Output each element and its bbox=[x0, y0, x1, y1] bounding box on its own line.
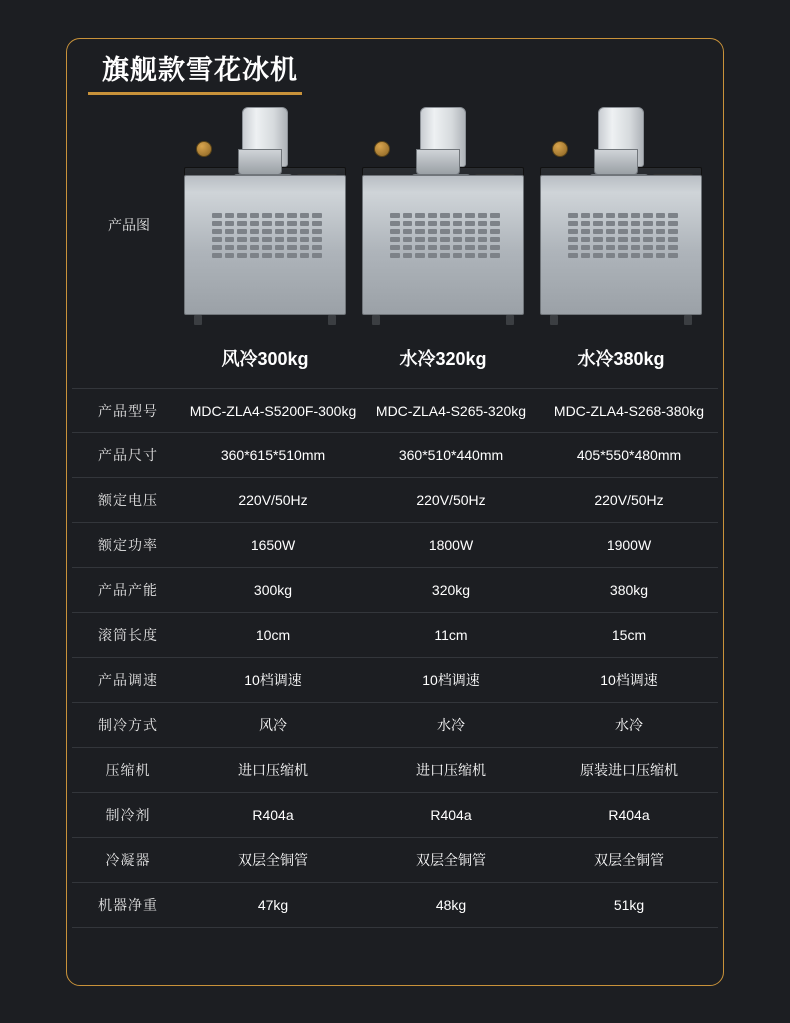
table-row bbox=[72, 793, 718, 838]
table-row bbox=[72, 838, 718, 883]
spec-value: 1800W bbox=[428, 537, 474, 553]
spec-value: 11cm bbox=[434, 627, 468, 643]
spec-value: R404a bbox=[608, 807, 650, 823]
spec-label: 产品调速 bbox=[98, 672, 158, 688]
spec-value: 51kg bbox=[613, 897, 645, 913]
spec-label: 额定电压 bbox=[98, 492, 158, 508]
model-name: 风冷300kg bbox=[221, 349, 309, 369]
spec-value: 300kg bbox=[253, 582, 293, 598]
speed-knob bbox=[196, 141, 212, 157]
spec-value: 10档调速 bbox=[244, 672, 302, 688]
ice-chute bbox=[416, 149, 460, 175]
spec-value: 10cm bbox=[255, 627, 291, 643]
spec-value: 双层全铜管 bbox=[238, 852, 308, 868]
ice-chute bbox=[594, 149, 638, 175]
speed-knob bbox=[374, 141, 390, 157]
spec-label: 产品型号 bbox=[98, 402, 158, 419]
spec-value: 双层全铜管 bbox=[594, 852, 664, 868]
table-row bbox=[72, 433, 718, 478]
table-row bbox=[72, 613, 718, 658]
spec-value: 360*615*510mm bbox=[220, 447, 326, 463]
page-title-container bbox=[88, 48, 316, 94]
table-row bbox=[72, 703, 718, 748]
table-row bbox=[72, 523, 718, 568]
spec-value: 15cm bbox=[611, 627, 647, 643]
spec-value: 220V/50Hz bbox=[416, 492, 486, 508]
machine-illustration bbox=[354, 105, 532, 340]
spec-label: 额定功率 bbox=[98, 537, 158, 553]
vent-grille bbox=[212, 213, 322, 265]
table-row bbox=[72, 568, 718, 613]
spec-value: R404a bbox=[430, 807, 472, 823]
spec-value: 220V/50Hz bbox=[238, 492, 308, 508]
model-name: 水冷320kg bbox=[399, 349, 487, 369]
ice-chute bbox=[238, 149, 282, 175]
spec-table bbox=[72, 388, 718, 928]
spec-value: 360*510*440mm bbox=[398, 447, 504, 463]
spec-value: 进口压缩机 bbox=[238, 762, 308, 778]
spec-label: 产品尺寸 bbox=[98, 447, 158, 463]
product-image-row bbox=[86, 105, 710, 370]
model-name: 水冷380kg bbox=[577, 349, 665, 369]
spec-value: MDC-ZLA4-S268-380kg bbox=[553, 402, 705, 419]
spec-value: 1650W bbox=[250, 537, 296, 553]
table-row bbox=[72, 748, 718, 793]
spec-value: 380kg bbox=[609, 582, 649, 598]
spec-value: 320kg bbox=[431, 582, 471, 598]
spec-value: 双层全铜管 bbox=[416, 852, 486, 868]
spec-value: 1900W bbox=[606, 537, 652, 553]
spec-value: 48kg bbox=[435, 897, 467, 913]
machine-illustration bbox=[176, 105, 354, 340]
spec-value: 10档调速 bbox=[600, 672, 658, 688]
spec-value: 405*550*480mm bbox=[576, 447, 682, 463]
machine-legs bbox=[190, 315, 340, 325]
speed-knob bbox=[552, 141, 568, 157]
page-title: 旗舰款雪花冰机 bbox=[102, 55, 298, 85]
vent-grille bbox=[568, 213, 678, 265]
table-row bbox=[72, 388, 718, 433]
title-underline bbox=[88, 92, 302, 95]
spec-value: 10档调速 bbox=[422, 672, 480, 688]
model-name-row bbox=[86, 345, 710, 371]
machine-legs bbox=[368, 315, 518, 325]
spec-value: R404a bbox=[252, 807, 294, 823]
spec-label: 冷凝器 bbox=[105, 852, 151, 868]
spec-label: 滚筒长度 bbox=[98, 627, 158, 643]
spec-value: 进口压缩机 bbox=[416, 762, 486, 778]
product-image-row-label: 产品图 bbox=[108, 217, 150, 233]
model-name-spacer bbox=[86, 345, 176, 371]
table-row bbox=[72, 883, 718, 928]
spec-value: 47kg bbox=[257, 897, 289, 913]
spec-value: MDC-ZLA4-S5200F-300kg bbox=[189, 402, 357, 419]
spec-value: 水冷 bbox=[615, 717, 643, 733]
spec-value: 风冷 bbox=[259, 717, 287, 733]
spec-label: 压缩机 bbox=[105, 762, 151, 778]
vent-grille bbox=[390, 213, 500, 265]
spec-label: 机器净重 bbox=[98, 897, 158, 913]
machine-illustration bbox=[532, 105, 710, 340]
spec-value: 水冷 bbox=[437, 717, 465, 733]
spec-value: 220V/50Hz bbox=[594, 492, 664, 508]
spec-label: 制冷剂 bbox=[105, 807, 151, 823]
spec-label: 产品产能 bbox=[98, 582, 158, 598]
machine-legs bbox=[546, 315, 696, 325]
spec-value: 原装进口压缩机 bbox=[580, 762, 678, 778]
table-row bbox=[72, 658, 718, 703]
table-row bbox=[72, 478, 718, 523]
spec-value: MDC-ZLA4-S265-320kg bbox=[375, 402, 527, 419]
machine-illustrations bbox=[176, 105, 710, 340]
spec-label: 制冷方式 bbox=[98, 717, 158, 733]
